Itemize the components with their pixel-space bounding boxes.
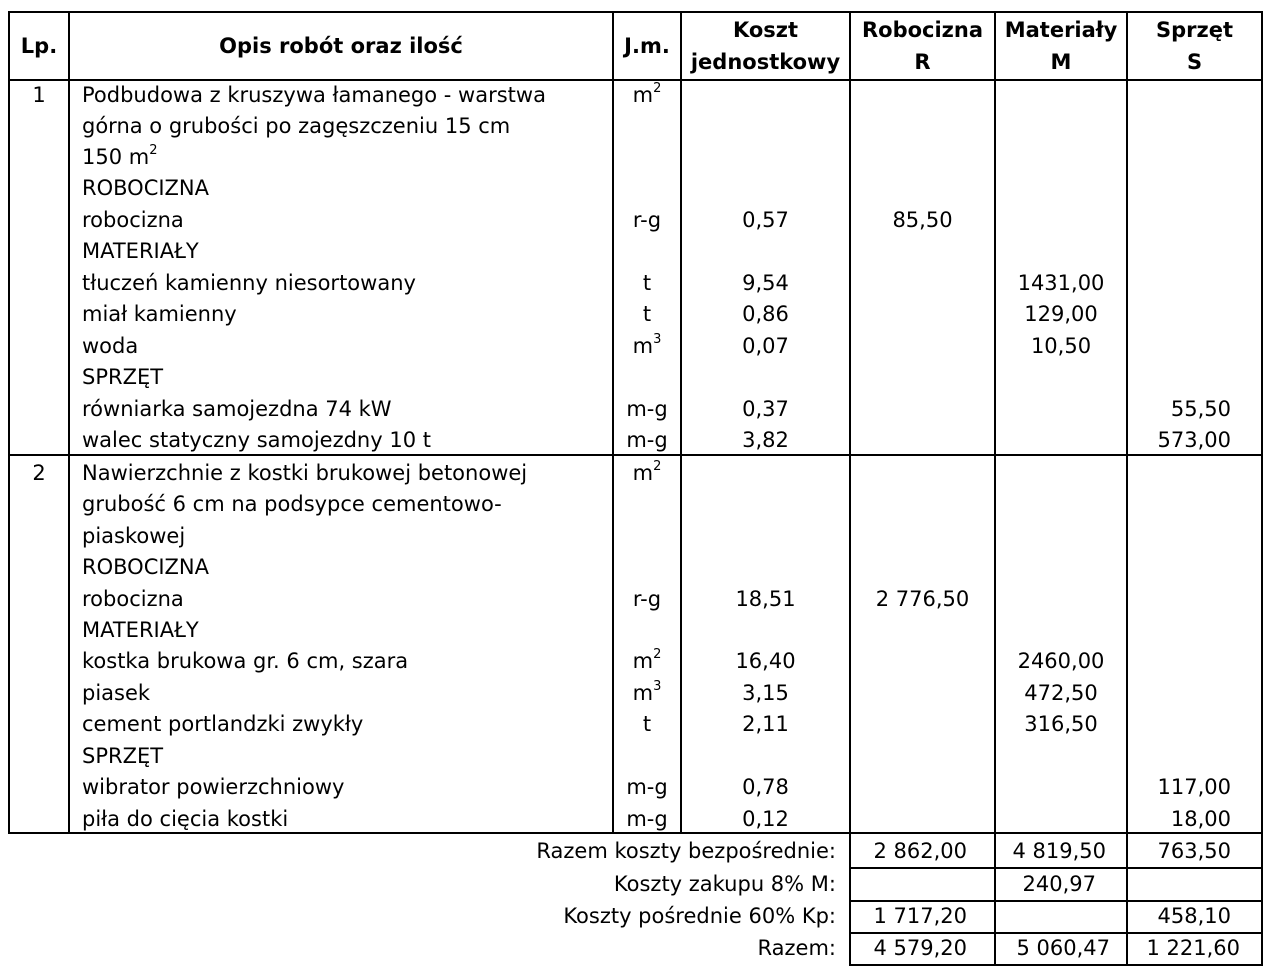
summary-label-direct-costs: Razem koszty bezpośrednie:: [536, 839, 836, 863]
header-koszt-line-1: Koszt: [732, 18, 799, 42]
line-item-name: woda: [82, 334, 139, 358]
line-item-unit-superscript: 3: [653, 332, 662, 347]
line-item-unit-text: m: [632, 334, 654, 358]
summary-line-1: [849, 867, 1263, 869]
line-item-s: 573,00: [1157, 428, 1231, 452]
line-item-name: kostka brukowa gr. 6 cm, szara: [82, 649, 409, 673]
summary-line-2: [849, 900, 1263, 902]
item-unit-text: m: [632, 461, 654, 485]
line-item-cost: 0,78: [742, 775, 789, 799]
line-item-unit-text: m: [632, 681, 654, 705]
line-item-cost: 0,12: [742, 807, 789, 831]
line-item-m: 1431,00: [1017, 271, 1105, 295]
section-heading-robocizna: ROBOCIZNA: [82, 555, 210, 579]
line-item-unit: t: [642, 302, 652, 326]
line-item-unit: m-g: [626, 428, 668, 452]
line-item-cost: 0,07: [742, 334, 789, 358]
summary-indirect-r: 1 717,20: [873, 904, 967, 928]
summary-direct-r: 2 862,00: [873, 839, 967, 863]
section-heading-robocizna: ROBOCIZNA: [82, 176, 210, 200]
item-title-line: piaskowej: [82, 524, 186, 548]
line-item-cost: 0,37: [742, 397, 789, 421]
line-item-cost: 3,82: [742, 428, 789, 452]
line-item-unit: m-g: [626, 397, 668, 421]
summary-border-right: [1261, 832, 1263, 966]
item-2-bottom-border: [8, 832, 1263, 834]
line-item-m: 129,00: [1024, 302, 1098, 326]
header-koszt-line-2: jednostkowy: [690, 50, 841, 74]
col-border-m: [1126, 11, 1128, 834]
section-heading-sprzet: SPRZĘT: [82, 365, 164, 389]
item-lp: 2: [32, 461, 46, 485]
item-quantity-superscript: 2: [149, 143, 158, 158]
summary-line-3: [849, 932, 1263, 934]
line-item-name: cement portlandzki zwykły: [82, 712, 364, 736]
item-quantity-value: 150 m: [82, 145, 150, 169]
line-item-name: robocizna: [82, 208, 184, 232]
header-sprzet-line-1: Sprzęt: [1155, 18, 1234, 42]
line-item-unit: [614, 648, 680, 674]
line-item-unit: t: [642, 271, 652, 295]
header-sprzet-line-2: S: [1186, 50, 1203, 74]
line-item-cost: 3,15: [742, 681, 789, 705]
item-unit-superscript: 2: [653, 81, 662, 96]
item-1-bottom-border: [8, 454, 1263, 456]
header-materialy-line-2: M: [1050, 50, 1072, 74]
line-item-cost: 2,11: [742, 712, 789, 736]
line-item-name: wibrator powierzchniowy: [82, 775, 345, 799]
line-item-m: 316,50: [1024, 712, 1098, 736]
item-unit: [614, 460, 680, 486]
line-item-m: 472,50: [1024, 681, 1098, 705]
summary-line-4: [849, 964, 1263, 966]
summary-direct-s: 763,50: [1157, 839, 1231, 863]
summary-total-r: 4 579,20: [873, 936, 967, 960]
line-item-cost: 18,51: [735, 587, 796, 611]
line-item-r: 2 776,50: [875, 587, 970, 611]
summary-direct-m: 4 819,50: [1012, 839, 1106, 863]
item-title-line: Podbudowa z kruszywa łamanego - warstwa: [82, 83, 546, 107]
summary-total-s: 1 221,60: [1146, 936, 1240, 960]
summary-total-m: 5 060,47: [1016, 936, 1110, 960]
line-item-unit: r-g: [632, 587, 662, 611]
summary-label-indirect-costs: Koszty pośrednie 60% Kp:: [563, 904, 836, 928]
col-border-koszt: [849, 11, 851, 834]
item-unit-text: m: [632, 83, 654, 107]
line-item-cost: 16,40: [735, 649, 796, 673]
item-quantity: [82, 144, 158, 170]
col-border-left: [8, 11, 10, 834]
line-item-s: 55,50: [1170, 397, 1231, 421]
line-item-unit: [614, 333, 680, 359]
line-item-cost: 0,57: [742, 208, 789, 232]
item-title-line: górna o grubości po zagęszczeniu 15 cm: [82, 114, 511, 138]
line-item-unit: [614, 680, 680, 706]
header-materialy-line-1: Materiały: [1004, 18, 1118, 42]
item-title-line: Nawierzchnie z kostki brukowej betonowej: [82, 461, 528, 485]
line-item-name: miał kamienny: [82, 302, 237, 326]
line-item-name: walec statyczny samojezdny 10 t: [82, 428, 431, 452]
line-item-unit-superscript: 2: [653, 647, 662, 662]
section-heading-materialy: MATERIAŁY: [82, 618, 199, 642]
line-item-cost: 9,54: [742, 271, 789, 295]
line-item-name: tłuczeń kamienny niesortowany: [82, 271, 416, 295]
header-bottom-border: [8, 79, 1263, 81]
line-item-unit-superscript: 3: [653, 679, 662, 694]
header-lp: Lp.: [20, 34, 58, 58]
line-item-name: piasek: [82, 681, 151, 705]
line-item-unit: t: [642, 712, 652, 736]
line-item-name: piła do cięcia kostki: [82, 807, 289, 831]
col-border-right: [1261, 11, 1263, 834]
line-item-unit: m-g: [626, 775, 668, 799]
line-item-m: 2460,00: [1017, 649, 1105, 673]
section-heading-materialy: MATERIAŁY: [82, 239, 199, 263]
line-item-unit: m-g: [626, 807, 668, 831]
header-opis: Opis robót oraz ilość: [219, 34, 463, 58]
line-item-m: 10,50: [1030, 334, 1092, 358]
summary-label-total: Razem:: [757, 936, 836, 960]
line-item-s: 18,00: [1170, 807, 1231, 831]
line-item-unit-text: m: [632, 649, 654, 673]
summary-purchase-m: 240,97: [1022, 872, 1096, 896]
header-robocizna-line-2: R: [914, 50, 931, 74]
line-item-unit: r-g: [632, 208, 662, 232]
item-title-line: grubość 6 cm na podsypce cementowo-: [82, 492, 502, 516]
line-item-cost: 0,86: [742, 302, 789, 326]
item-unit: [614, 82, 680, 108]
item-lp: 1: [32, 83, 46, 107]
header-robocizna-line-1: Robocizna: [861, 18, 984, 42]
line-item-name: robocizna: [82, 587, 184, 611]
header-jm: J.m.: [624, 34, 670, 58]
col-border-lp: [68, 11, 70, 834]
line-item-r: 85,50: [892, 208, 953, 232]
item-unit-superscript: 2: [653, 459, 662, 474]
section-heading-sprzet: SPRZĘT: [82, 744, 164, 768]
line-item-s: 117,00: [1157, 775, 1231, 799]
summary-indirect-s: 458,10: [1157, 904, 1231, 928]
line-item-name: równiarka samojezdna 74 kW: [82, 397, 392, 421]
table-top-border: [8, 11, 1263, 13]
summary-label-purchase-costs: Koszty zakupu 8% M:: [613, 872, 836, 896]
